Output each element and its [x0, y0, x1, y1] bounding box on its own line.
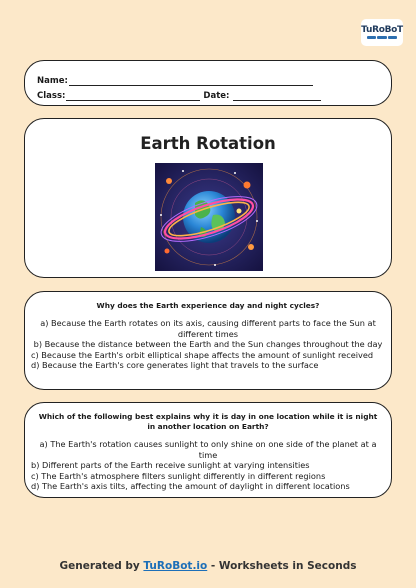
question-1-options	[31, 318, 385, 371]
footer	[0, 560, 416, 572]
name-label: Name:	[37, 76, 68, 86]
class-date-row	[37, 86, 391, 101]
logo-book-icon	[367, 36, 397, 40]
question-1-text: Why does the Earth experience day and night cycles?	[96, 301, 320, 310]
option-1d[interactable]: d) Because the Earth's core generates light that travels to the surface	[31, 360, 319, 370]
option-2a[interactable]: a) The Earth's rotation causes sunlight to only shine on one side of the planet at a time	[39, 439, 377, 460]
student-info-card	[24, 60, 392, 106]
earth-rotation-image	[155, 163, 263, 271]
date-label: Date:	[203, 91, 230, 101]
logo-text: TuRoBoT	[361, 25, 403, 35]
worksheet-title: Earth Rotation	[140, 134, 276, 153]
option-1c[interactable]: c) Because the Earth's orbit elliptical shape affects the amount of sunlight received	[31, 349, 374, 360]
turobot-logo	[361, 19, 403, 46]
option-2b[interactable]: b) Different parts of the Earth receive sunlight at varying intensities	[31, 460, 310, 470]
option-2d[interactable]: d) The Earth's axis tilts, affecting the amount of daylight in different locations	[31, 481, 350, 491]
name-row	[37, 71, 391, 86]
question-2-options	[31, 439, 385, 492]
option-2c[interactable]: c) The Earth's atmosphere filters sunlight differently in different regions	[31, 470, 326, 481]
option-1a[interactable]: a) Because the Earth rotates on its axis, causing different parts to face the Sun at different times	[40, 318, 376, 339]
class-label: Class:	[37, 91, 66, 101]
class-field[interactable]	[66, 92, 200, 101]
turobot-link[interactable]: TuRoBot.io	[143, 560, 208, 572]
option-1b[interactable]: b) Because the distance between the Earth and the Sun changes throughout the day	[33, 339, 383, 349]
footer-prefix: Generated by	[59, 560, 144, 572]
title-card	[24, 118, 392, 278]
name-field[interactable]	[69, 77, 313, 86]
date-field[interactable]	[233, 92, 321, 101]
footer-suffix: - Worksheets in Seconds	[207, 560, 357, 572]
question-2-text: Which of the following best explains why it is day in one location while it is night in another location on Earth?	[38, 412, 378, 431]
question-card-1	[24, 291, 392, 390]
question-card-2	[24, 402, 392, 498]
